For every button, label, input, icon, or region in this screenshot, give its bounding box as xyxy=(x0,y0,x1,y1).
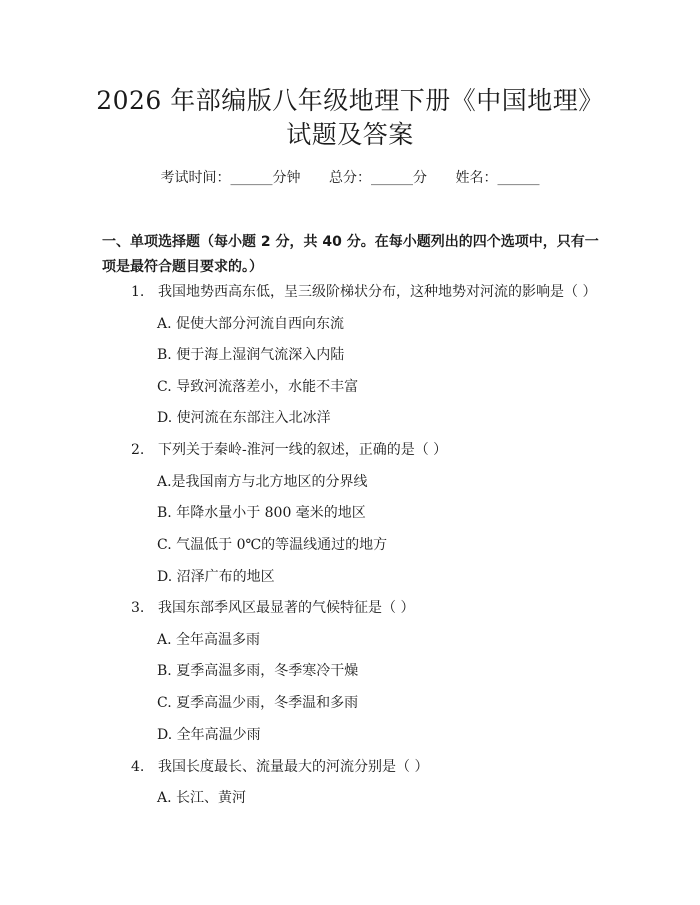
exam-title-line2: 试题及答案 xyxy=(286,120,414,149)
answer-option: B. 便于海上湿润气流深入内陆 xyxy=(157,347,345,363)
question-text: 我国长度最长、流量最大的河流分别是（ ） xyxy=(158,759,429,775)
answer-option: C. 夏季高温少雨，冬季温和多雨 xyxy=(157,695,359,711)
question-number: 1. xyxy=(131,284,145,300)
answer-option: D. 使河流在东部注入北冰洋 xyxy=(157,410,331,426)
question-number: 3. xyxy=(131,600,145,616)
exam-meta-info xyxy=(0,168,700,188)
answer-option: B. 夏季高温多雨，冬季寒冷干燥 xyxy=(157,663,359,679)
student-name-field: 姓名：______ xyxy=(455,170,540,186)
total-score-field: 总分：______分 xyxy=(329,170,427,186)
exam-title-line1: 2026 年部编版八年级地理下册《中国地理》 xyxy=(96,86,604,115)
question xyxy=(131,757,428,777)
answer-option: C. 气温低于 0℃的等温线通过的地方 xyxy=(157,537,388,553)
question-text: 我国东部季风区最显著的气候特征是（ ） xyxy=(158,600,415,616)
question-text: 下列关于秦岭-淮河一线的叙述，正确的是（ ） xyxy=(158,442,448,458)
question-number: 4. xyxy=(131,759,145,775)
answer-option: A. 促使大部分河流自西向东流 xyxy=(157,316,345,332)
question-text: 我国地势西高东低，呈三级阶梯状分布，这种地势对河流的影响是（ ） xyxy=(158,284,597,300)
section-heading: 一、单项选择题（每小题 2 分，共 40 分。在每小题列出的四个选项中，只有一项是最符合题目要求的。） xyxy=(102,234,599,275)
answer-option: A. 全年高温多雨 xyxy=(157,632,261,648)
answer-option: D. 沼泽广布的地区 xyxy=(157,569,275,585)
exam-time-field: 考试时间：______分钟 xyxy=(160,170,301,186)
answer-option: B. 年降水量小于 800 毫米的地区 xyxy=(157,505,366,521)
answer-option: C. 导致河流落差小，水能不丰富 xyxy=(157,379,359,395)
answer-option: A. 长江、黄河 xyxy=(157,790,247,806)
question xyxy=(131,282,596,302)
answer-option: A.是我国南方与北方地区的分界线 xyxy=(157,474,368,490)
question xyxy=(131,440,447,460)
question-number: 2. xyxy=(131,442,145,458)
question xyxy=(131,598,414,618)
answer-option: D. 全年高温少雨 xyxy=(157,727,261,743)
